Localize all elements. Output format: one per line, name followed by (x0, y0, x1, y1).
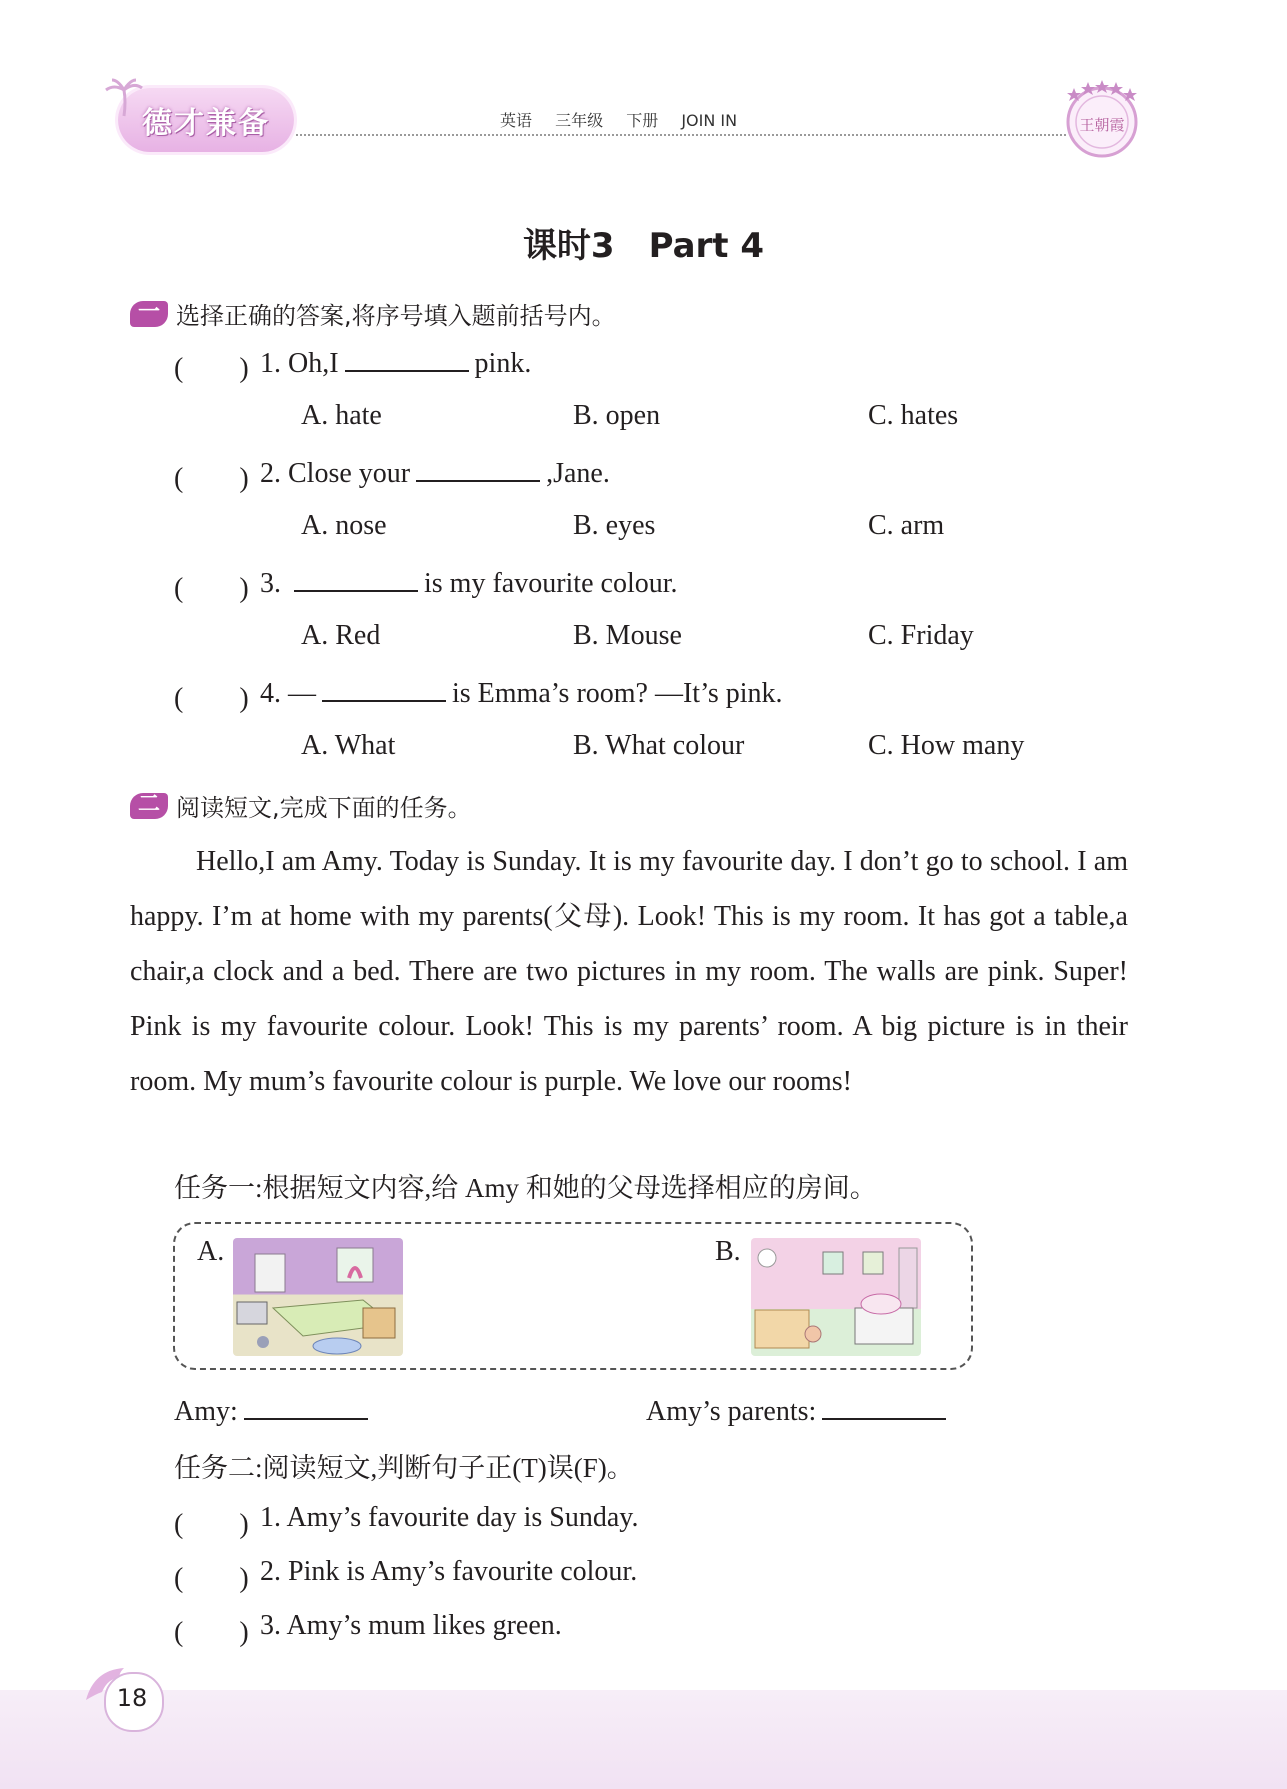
section-2-title: 阅读短文,完成下面的任务。 (176, 794, 472, 822)
page-title: 课时3 Part 4 (522, 226, 765, 266)
option-c: C. How many (868, 730, 1025, 761)
palm-tree-icon (104, 78, 144, 118)
tf-statement-3: 3. Amy’s mum likes green. (260, 1610, 562, 1641)
header-series: JOIN IN (681, 111, 738, 130)
bedroom-illustration (233, 1238, 403, 1356)
question-2 (260, 456, 610, 490)
question-number: 1. (260, 348, 288, 379)
header-subject: 英语 (500, 111, 533, 130)
room-a-image (233, 1238, 403, 1356)
option-c: C. Friday (868, 620, 974, 651)
option-b: B. Mouse (573, 620, 682, 651)
passage-text: Hello,I am Amy. Today is Sunday. It is my favourite day. I don’t go to school. I am happy. I’m at home with my parents(父母). Look! This is my room. It has got a table,a chair,a clock and a bed. There are two pictures in my room. The walls are pink. Super! Pink is my favourite colour. Look! This is my parents’ room. A big picture is in their room. My mum’s favourite colour is purple. We love our rooms! (130, 846, 1128, 1097)
page-number: 18 (116, 1684, 148, 1712)
header-volume: 下册 (626, 111, 659, 130)
option-a: A. hate (301, 400, 382, 431)
option-c: C. hates (868, 400, 959, 431)
option-a: A. Red (301, 620, 381, 651)
author-stamp (1060, 76, 1144, 160)
question-text-pre: Oh,I (288, 348, 339, 379)
option-b: B. What colour (573, 730, 745, 761)
option-a: A. nose (301, 510, 387, 541)
fill-blank[interactable] (416, 456, 540, 482)
answer-bracket[interactable]: ( ) (174, 463, 249, 494)
section-2-heading (130, 788, 472, 823)
fill-blank[interactable] (345, 346, 469, 372)
fill-blank[interactable] (822, 1394, 946, 1420)
header-info (500, 108, 755, 131)
answer-bracket[interactable]: ( ) (174, 1617, 249, 1648)
answer-bracket[interactable]: ( ) (174, 573, 249, 604)
tf-statement-2: 2. Pink is Amy’s favourite colour. (260, 1556, 638, 1587)
question-text-post: pink. (474, 348, 532, 379)
question-4 (260, 676, 783, 710)
question-text-post: is my favourite colour. (424, 568, 678, 599)
parents-answer (646, 1394, 952, 1428)
section-1-heading (130, 296, 616, 331)
question-text-pre: — (288, 678, 316, 709)
tf-statement-1: 1. Amy’s favourite day is Sunday. (260, 1502, 639, 1533)
series-logo (118, 88, 294, 152)
amy-label: Amy: (174, 1396, 238, 1427)
question-number: 4. (260, 678, 288, 709)
option-b: B. open (573, 400, 661, 431)
girls-room-illustration (751, 1238, 921, 1356)
question-text-post: ,Jane. (546, 458, 610, 489)
parents-label: Amy’s parents: (646, 1396, 817, 1427)
header-grade: 三年级 (555, 111, 604, 130)
fill-blank[interactable] (322, 676, 446, 702)
room-b-image (751, 1238, 921, 1356)
logo-text: 德才兼备 (142, 106, 270, 141)
question-3 (260, 566, 678, 600)
question-text-pre: Close your (288, 458, 411, 489)
option-b: B. eyes (573, 510, 656, 541)
picture-box (173, 1222, 973, 1370)
option-a: A. What (301, 730, 396, 761)
task-2-instruction: 任务二:阅读短文,判断句子正(T)误(F)。 (174, 1453, 634, 1483)
question-number: 2. (260, 458, 288, 489)
answer-bracket[interactable]: ( ) (174, 1509, 249, 1540)
amy-answer (174, 1394, 374, 1428)
reading-passage (130, 834, 1128, 1109)
header-divider (296, 134, 1066, 136)
answer-bracket[interactable]: ( ) (174, 353, 249, 384)
picture-a-label: A. (197, 1236, 225, 1267)
fill-blank[interactable] (244, 1394, 368, 1420)
footer-band (0, 1690, 1287, 1789)
question-1 (260, 346, 531, 380)
section-1-title: 选择正确的答案,将序号填入题前括号内。 (176, 302, 616, 330)
answer-bracket[interactable]: ( ) (174, 1563, 249, 1594)
task-1-instruction: 任务一:根据短文内容,给 Amy 和她的父母选择相应的房间。 (174, 1173, 877, 1203)
section-2-badge: 二 (130, 793, 168, 819)
picture-b-label: B. (715, 1236, 741, 1267)
question-number: 3. (260, 568, 288, 599)
stamp-text: 王朝霞 (1079, 116, 1125, 134)
answer-bracket[interactable]: ( ) (174, 683, 249, 714)
section-1-badge: 一 (130, 301, 168, 327)
question-text-post: is Emma’s room? —It’s pink. (452, 678, 783, 709)
fill-blank[interactable] (294, 566, 418, 592)
option-c: C. arm (868, 510, 945, 541)
